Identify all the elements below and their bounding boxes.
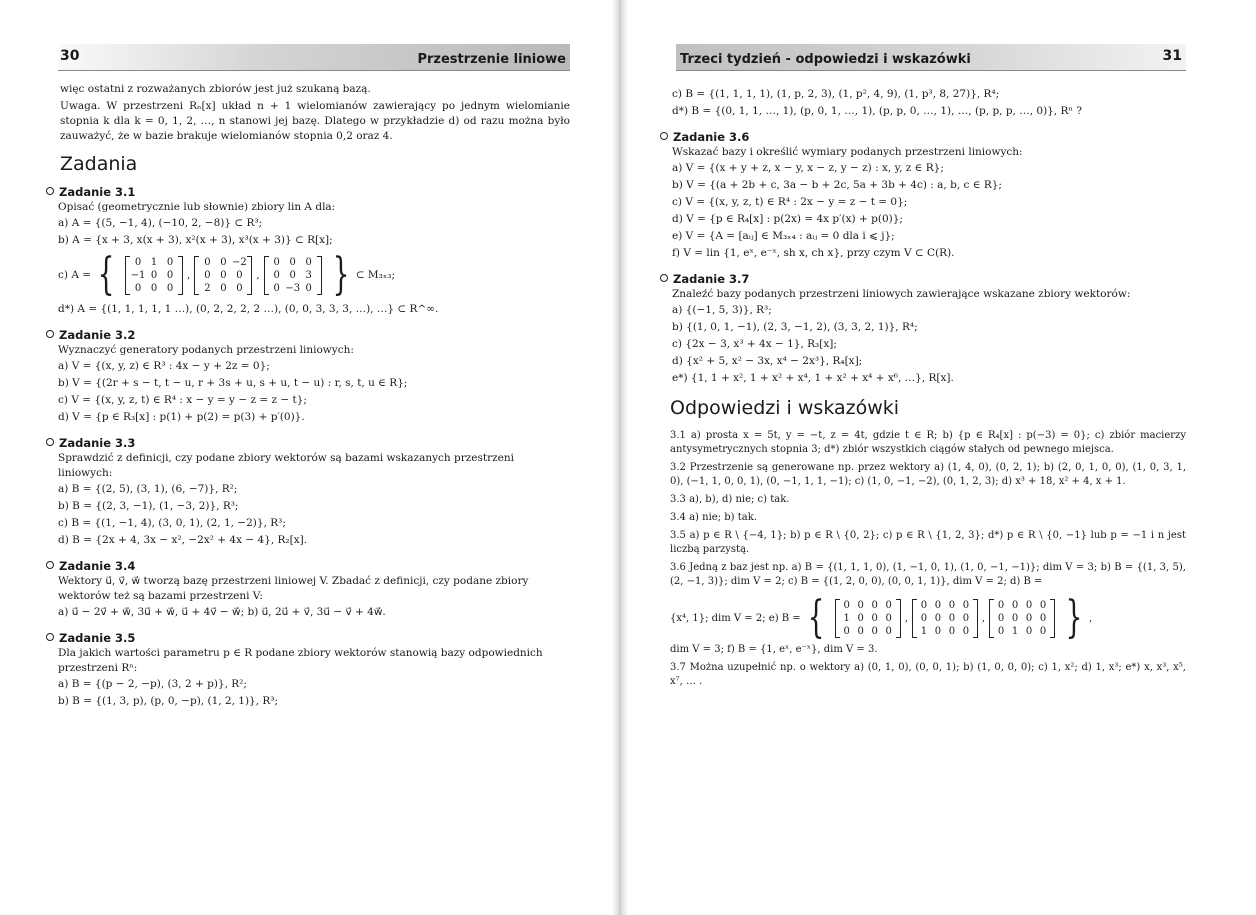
matrix-cell: 0 xyxy=(305,256,312,268)
matrix-label: c) A = xyxy=(58,269,92,281)
task-item: b) V = {(a + 2b + c, 3a − b + 2c, 5a + 3b + 4c) : a, b, c ∈ R}; xyxy=(672,179,1002,191)
section-title: Zadania xyxy=(60,153,138,175)
matrix-cell: 0 xyxy=(843,625,850,637)
matrix xyxy=(194,256,252,295)
task-title: Zadanie 3.2 xyxy=(46,328,570,343)
answer-matrix-line: {x⁴, 1}; dim V = 2; e) B = { 0 0 0 0 1 0 0 0 0 0 0 0 , 0 0 0 0 0 0 0 0 1 0 0 0 , 0 0 0 0 0 0 0 0 0 1 0 0 } , xyxy=(670,592,1093,643)
task-3-6 xyxy=(660,130,1186,262)
circle-bullet-icon xyxy=(660,132,668,140)
matrix-cell: −1 xyxy=(130,269,146,281)
task-item: b) B = {(1, 3, p), (p, 0, −p), (1, 2, 1)}, R³; xyxy=(58,695,279,707)
task-item: d) {x² + 5, x² − 3x, x⁴ − 2x³}, R₄[x]; xyxy=(672,355,863,367)
matrix-cell: 0 xyxy=(220,256,227,268)
matrix-cell: 1 xyxy=(920,625,928,637)
circle-bullet-icon xyxy=(46,187,54,195)
right-running-head-title: Trzeci tydzień - odpowiedzi i wskazówki xyxy=(680,52,971,67)
matrix-cell: 0 xyxy=(1039,599,1047,611)
circle-bullet-icon xyxy=(46,438,54,446)
matrix-cell: −2 xyxy=(232,256,247,268)
matrix-cell: 0 xyxy=(948,612,956,624)
matrix-cell: 0 xyxy=(305,282,312,294)
task-item: a) A = {(5, −1, 4), (−10, 2, −8)} ⊂ R³; xyxy=(58,217,263,229)
matrix-cell: 0 xyxy=(289,269,296,281)
answer-paragraph: dim V = 3; f) B = {1, eˣ, e⁻ˣ}, dim V = 3. xyxy=(670,644,878,655)
task-item: e*) {1, 1 + x², 1 + x² + x⁴, 1 + x² + x⁴ + x⁶, …}, R[x]. xyxy=(672,372,954,384)
matrix-cell: 0 xyxy=(150,282,158,294)
matrix-cell: 0 xyxy=(857,625,864,637)
task-prompt: Wektory u⃗, v⃗, w⃗ tworzą bazę przestrzeni liniowej V. Zbadać z definicji, czy podane zbiory wektorów też są bazami przestrzeni V: xyxy=(58,575,529,602)
task-3-7 xyxy=(660,272,1186,387)
matrix-cell: 1 xyxy=(150,256,158,268)
matrix xyxy=(125,256,183,295)
matrix-cell: 0 xyxy=(948,599,956,611)
matrix-cell: 0 xyxy=(1025,625,1033,637)
left-running-head-title: Przestrzenie liniowe xyxy=(417,52,566,67)
task-item: b) A = {x + 3, x(x + 3), x²(x + 3), x³(x + 3)} ⊂ R[x]; xyxy=(58,234,333,246)
matrix-cell: 0 xyxy=(997,599,1005,611)
matrix-cell: 0 xyxy=(150,269,158,281)
task-item: a) u⃗ − 2v⃗ + w⃗, 3u⃗ + w⃗, u⃗ + 4v⃗ − w⃗; b) u⃗, 2u⃗ + v⃗, 3u⃗ − v⃗ + 4w⃗. xyxy=(58,606,386,618)
answer-paragraph: 3.7 Można uzupełnić np. o wektory a) (0, 1, 0), (0, 0, 1); b) (1, 0, 0, 0); c) 1, x²; d) 1, x³; e*) x, x³, x⁵, x⁷, … . xyxy=(670,662,1186,687)
task-item: a) V = {(x, y, z) ∈ R³ : 4x − y + 2z = 0}; xyxy=(58,360,270,372)
task-item: c) V = {(x, y, z, t) ∈ R⁴ : x − y = y − z = z − t}; xyxy=(58,394,307,406)
task-3-5 xyxy=(46,631,570,710)
matrix-cell: 0 xyxy=(920,612,928,624)
right-brace-icon: } xyxy=(332,249,350,300)
matrix xyxy=(989,599,1055,638)
task-prompt: Wskazać bazy i określić wymiary podanych przestrzeni liniowych: xyxy=(672,146,1023,158)
matrix-cell: 0 xyxy=(934,599,942,611)
matrix-cell: 0 xyxy=(166,282,174,294)
circle-bullet-icon xyxy=(46,330,54,338)
left-brace-icon: { xyxy=(807,592,825,643)
task-item: f) V = lin {1, eˣ, e⁻ˣ, sh x, ch x}, przy czym V ⊂ C(R). xyxy=(672,247,955,259)
left-column xyxy=(46,82,570,710)
matrix xyxy=(835,599,901,638)
matrix-cell: 0 xyxy=(1025,612,1033,624)
matrix-cell: 0 xyxy=(220,269,227,281)
matrix-cell: 0 xyxy=(962,625,970,637)
matrix-cell: 0 xyxy=(1011,612,1019,624)
task-title: Zadanie 3.1 xyxy=(46,185,570,200)
task-title: Zadanie 3.5 xyxy=(46,631,570,646)
answer-paragraph: 3.5 a) p ∈ R \ {−4, 1}; b) p ∈ R \ {0, 2}; c) p ∈ R \ {1, 2, 3}; d*) p ∈ R \ {0, −1} lub p = −1 i n jest liczbą parzystą. xyxy=(670,530,1186,555)
task-item: b) V = {(2r + s − t, t − u, r + 3s + u, s + u, t − u) : r, s, t, u ∈ R}; xyxy=(58,377,408,389)
answer-paragraph: 3.1 a) prosta x = 5t, y = −t, z = 4t, gdzie t ∈ R; b) {p ∈ R₄[x] : p(−3) = 0}; c) zbiór macierzy antysymetrycznych stopnia 3; d*) zbiór wszystkich ciągów stałych od pewnego miejsca. xyxy=(670,430,1186,455)
matrix-cell: 0 xyxy=(134,282,142,294)
left-page xyxy=(0,0,620,915)
left-running-head xyxy=(58,44,570,71)
matrix-cell: 1 xyxy=(1011,625,1019,637)
intro-line: więc ostatni z rozważanych zbiorów jest już szukaną bazą. xyxy=(60,83,371,95)
matrix-cell: 0 xyxy=(273,282,280,294)
matrix-cell: −3 xyxy=(285,282,301,294)
task-item: d) V = {p ∈ R₃[x] : p(1) + p(2) = p(3) + p′(0)}. xyxy=(58,411,305,423)
matrix-item: c) A = { 0 1 0 −1 0 0 0 0 0 , 0 0 −2 0 0 0 2 0 0 , 0 0 0 0 0 3 0 −3 0 } ⊂ M₃ₓ₃; xyxy=(58,249,396,300)
answer-paragraph: 3.4 a) nie; b) tak. xyxy=(670,512,757,523)
answer-paragraph: 3.2 Przestrzenie są generowane np. przez wektory a) (1, 4, 0), (0, 2, 1); b) (2, 0, 1, 0, 0), (1, 0, 3, 1, 0), (−1, 1, 0, 0, 1), (0, −1, 1, 1, −1); c) (1, 0, −1, −2), (0, 1, 2, 3); d) x³ + 18, x² + 4, x + 1. xyxy=(670,462,1186,487)
answers-block xyxy=(660,429,1186,689)
matrix-cell: 0 xyxy=(920,599,928,611)
task-item: d) V = {p ∈ R₄[x] : p(2x) = 4x p′(x) + p(0)}; xyxy=(672,213,903,225)
matrix-cell: 0 xyxy=(871,625,878,637)
answer-paragraph: 3.6 Jedną z baz jest np. a) B = {(1, 1, 1, 0), (1, −1, 0, 1), (1, 0, −1, −1)}; dim V = 3; b) B = {(1, 3, 5), (2, −1, 3)}; dim V = 2; c) B = {(1, 2, 0, 0), (0, 0, 1, 1)}, dim V = 2; d) B = xyxy=(670,562,1186,587)
task-item: c) {2x − 3, x³ + 4x − 1}, R₃[x]; xyxy=(672,338,837,350)
task-item: b) B = {(2, 3, −1), (1, −3, 2)}, R³; xyxy=(58,500,239,512)
task-prompt: Opisać (geometrycznie lub słownie) zbiory lin A dla: xyxy=(58,201,336,213)
right-brace-icon: } xyxy=(1065,592,1083,643)
task-title: Zadanie 3.3 xyxy=(46,436,570,451)
matrix-cell: 0 xyxy=(997,625,1005,637)
matrix-cell: 0 xyxy=(948,625,956,637)
task-item: e) V = {A = [aᵢⱼ] ∈ M₃ₓ₄ : aᵢⱼ = 0 dla i ⩽ j}; xyxy=(672,230,895,242)
task-item: a) {(−1, 5, 3)}, R³; xyxy=(672,304,772,316)
matrix-cell: 0 xyxy=(871,599,878,611)
matrix-cell: 2 xyxy=(204,282,211,294)
matrix-cell: 3 xyxy=(305,269,312,281)
matrix-cell: 0 xyxy=(204,269,211,281)
task-item: c) B = {(1, −1, 4), (3, 0, 1), (2, 1, −2)}, R³; xyxy=(58,517,286,529)
matrix-cell: 0 xyxy=(885,599,892,611)
matrix-cell: 0 xyxy=(962,612,970,624)
matrix-cell: 0 xyxy=(962,599,970,611)
note-paragraph: Uwaga. W przestrzeni Rₙ[x] układ n + 1 wielomianów zawierający po jednym wielomianie stopnia k dla k = 0, 1, 2, …, n stanowi jej bazę. Dlatego w przykładzie d) od razu można było zauważyć, że w bazie brakuje wielomianów stopnia 0,2 oraz 4. xyxy=(60,100,570,142)
circle-bullet-icon xyxy=(46,633,54,641)
task-3-2 xyxy=(46,328,570,426)
matrix xyxy=(264,256,322,295)
right-page-number: 31 xyxy=(1162,48,1182,64)
matrix-cell: 0 xyxy=(1039,612,1047,624)
matrix-cell: 0 xyxy=(273,256,280,268)
matrix-cell: 0 xyxy=(273,269,280,281)
matrix-cell: 0 xyxy=(166,269,174,281)
matrix-cell: 0 xyxy=(871,612,878,624)
task-prompt: Dla jakich wartości parametru p ∈ R podane zbiory wektorów stanowią bazy odpowiednich przestrzeni Rⁿ: xyxy=(58,647,543,674)
task-3-3 xyxy=(46,436,570,549)
matrix-cell: 0 xyxy=(934,612,942,624)
matrix-cell: 0 xyxy=(885,625,892,637)
task-title: Zadanie 3.4 xyxy=(46,559,570,574)
answer-matrix-prefix: {x⁴, 1}; dim V = 2; e) B = xyxy=(670,612,801,624)
circle-bullet-icon xyxy=(46,561,54,569)
right-running-head xyxy=(676,44,1186,71)
matrix-cell: 0 xyxy=(1025,599,1033,611)
matrix-cell: 0 xyxy=(885,612,892,624)
matrix-cell: 0 xyxy=(1039,625,1047,637)
matrix-cell: 0 xyxy=(289,256,296,268)
task-item: b) {(1, 0, 1, −1), (2, 3, −1, 2), (3, 3, 2, 1)}, R⁴; xyxy=(672,321,918,333)
matrix-cell: 0 xyxy=(857,599,864,611)
matrix-cell: 0 xyxy=(134,256,142,268)
task-item: c) B = {(1, 1, 1, 1), (1, p, 2, 3), (1, p², 4, 9), (1, p³, 8, 27)}, R⁴; xyxy=(672,88,1000,100)
matrix-cell: 0 xyxy=(857,612,864,624)
answer-paragraph: 3.3 a), b), d) nie; c) tak. xyxy=(670,494,790,505)
matrix-cell: 0 xyxy=(843,599,850,611)
matrix-cell: 0 xyxy=(220,282,227,294)
answers-title: Odpowiedzi i wskazówki xyxy=(670,397,900,419)
task-item: a) B = {(p − 2, −p), (3, 2 + p)}, R²; xyxy=(58,678,247,690)
left-page-number: 30 xyxy=(60,48,80,64)
task-item: d) B = {2x + 4, 3x − x², −2x² + 4x − 4}, R₂[x]. xyxy=(58,534,308,546)
matrix-cell: 0 xyxy=(236,282,243,294)
matrix-cell: 0 xyxy=(204,256,211,268)
matrix-cell: 0 xyxy=(236,269,243,281)
task-title: Zadanie 3.6 xyxy=(660,130,1186,145)
task-3-4 xyxy=(46,559,570,621)
task-prompt: Znaleźć bazy podanych przestrzeni liniowych zawierające wskazane zbiory wektorów: xyxy=(672,288,1131,300)
matrix-cell: 0 xyxy=(997,612,1005,624)
matrix xyxy=(912,599,978,638)
task-item: d*) B = {(0, 1, 1, …, 1), (p, 0, 1, …, 1), (p, p, 0, …, 1), …, (p, p, p, …, 0)}, Rⁿ ? xyxy=(672,105,1082,117)
task-prompt: Wyznaczyć generatory podanych przestrzeni liniowych: xyxy=(58,344,354,356)
task-item: c) V = {(x, y, z, t) ∈ R⁴ : 2x − y = z − t = 0}; xyxy=(672,196,908,208)
matrix-cell: 1 xyxy=(843,612,850,624)
task-prompt: Sprawdzić z definicji, czy podane zbiory wektorów są bazami wskazanych przestrzeni liniowych: xyxy=(58,452,514,479)
task-item: a) B = {(2, 5), (3, 1), (6, −7)}, R²; xyxy=(58,483,238,495)
task-item: d*) A = {(1, 1, 1, 1, 1 …), (0, 2, 2, 2, 2 …), (0, 0, 3, 3, 3, …), …} ⊂ R^∞. xyxy=(58,303,439,315)
left-brace-icon: { xyxy=(97,249,115,300)
matrix-cell: 0 xyxy=(1011,599,1019,611)
circle-bullet-icon xyxy=(660,274,668,282)
matrix-suffix: ⊂ M₃ₓ₃; xyxy=(355,269,396,281)
right-column xyxy=(660,86,1186,693)
task-title: Zadanie 3.7 xyxy=(660,272,1186,287)
task-3-1 xyxy=(46,185,570,318)
matrix-cell: 0 xyxy=(934,625,942,637)
matrix-cell: 0 xyxy=(166,256,174,268)
task-item: a) V = {(x + y + z, x − y, x − z, y − z) : x, y, z ∈ R}; xyxy=(672,162,944,174)
